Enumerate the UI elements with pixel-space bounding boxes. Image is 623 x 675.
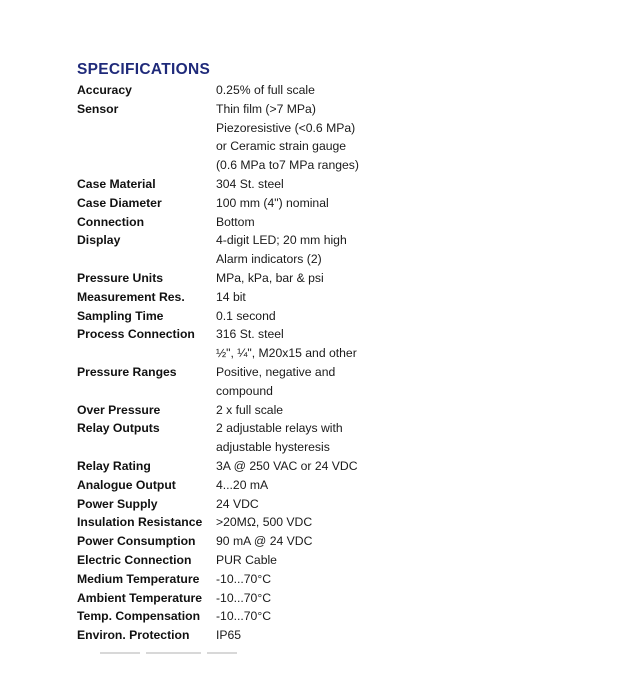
spec-row [77, 175, 597, 194]
spec-row [77, 551, 597, 570]
spec-row [77, 307, 597, 326]
spec-label: Case Diameter [77, 195, 162, 210]
spec-value-line: 2 x full scale [216, 402, 284, 417]
section-title: SPECIFICATIONS [77, 61, 211, 78]
spec-value-line: >20MΩ, 500 VDC [216, 515, 313, 530]
spec-row [77, 231, 597, 269]
spec-value-line: 0.1 second [216, 308, 276, 323]
spec-label: Accuracy [77, 83, 132, 97]
spec-value-line: 304 St. steel [216, 176, 284, 191]
spec-values [216, 476, 597, 495]
spec-value-line: 3A @ 250 VAC or 24 VDC [216, 458, 358, 473]
spec-label: Relay Outputs [77, 421, 160, 436]
spec-value-line: 316 St. steel [216, 327, 284, 342]
spec-value-line: compound [216, 383, 273, 398]
specifications-sheet [77, 59, 597, 645]
spec-row [77, 269, 597, 288]
spec-values [216, 175, 597, 194]
spec-row [77, 213, 597, 232]
spec-row [77, 513, 597, 532]
spec-row [77, 589, 597, 608]
spec-value-line: Piezoresistive (<0.6 MPa) [216, 120, 356, 135]
spec-label: Ambient Temperature [77, 590, 203, 605]
spec-label: Environ. Protection [77, 628, 190, 643]
spec-label: Analogue Output [77, 477, 176, 492]
spec-row [77, 532, 597, 551]
spec-value-line: (0.6 MPa to7 MPa ranges) [216, 158, 359, 173]
spec-value-line: 0.25% of full scale [216, 83, 315, 97]
spec-values [216, 307, 597, 326]
spec-label: Over Pressure [77, 402, 161, 417]
spec-label: Sampling Time [77, 308, 164, 323]
spec-label: Relay Rating [77, 458, 151, 473]
spec-values [216, 325, 597, 363]
spec-label: Sensor [77, 101, 119, 116]
spec-row [77, 288, 597, 307]
spec-row [77, 100, 597, 175]
spec-value-line: 90 mA @ 24 VDC [216, 534, 313, 549]
spec-row [77, 363, 597, 401]
spec-value-line: adjustable hysteresis [216, 440, 330, 455]
spec-values [216, 551, 597, 570]
spec-row [77, 401, 597, 420]
spec-value-line: 100 mm (4") nominal [216, 195, 329, 210]
spec-values [216, 495, 597, 514]
spec-values [216, 532, 597, 551]
spec-label: Case Material [77, 176, 156, 191]
spec-values [216, 231, 597, 269]
spec-value-line: 2 adjustable relays with [216, 421, 343, 436]
spec-label: Electric Connection [77, 552, 192, 567]
spec-label: Medium Temperature [77, 571, 200, 586]
spec-values [216, 288, 597, 307]
spec-value-line: 14 bit [216, 289, 246, 304]
spec-values [216, 401, 597, 420]
spec-value-line: 24 VDC [216, 496, 259, 511]
spec-value-line: IP65 [216, 628, 242, 643]
spec-label: Pressure Units [77, 270, 164, 285]
faint-footer-marks [100, 652, 260, 656]
spec-values [216, 589, 597, 608]
spec-value-line: -10...70°C [216, 590, 272, 605]
spec-table [77, 81, 597, 645]
spec-label: Insulation Resistance [77, 515, 203, 530]
spec-value-line: PUR Cable [216, 552, 277, 567]
spec-label: Display [77, 233, 121, 248]
spec-label: Connection [77, 214, 145, 229]
spec-value-line: -10...70°C [216, 571, 272, 586]
spec-row [77, 419, 597, 457]
spec-values [216, 269, 597, 288]
spec-label: Process Connection [77, 327, 195, 342]
spec-values [216, 626, 597, 645]
spec-values [216, 213, 597, 232]
spec-label: Power Consumption [77, 534, 196, 549]
spec-values [216, 457, 597, 476]
spec-value-line: Alarm indicators (2) [216, 252, 322, 267]
spec-row [77, 495, 597, 514]
spec-value-line: 4...20 mA [216, 477, 269, 492]
spec-values [216, 570, 597, 589]
spec-row [77, 607, 597, 626]
spec-value-line: or Ceramic strain gauge [216, 139, 347, 154]
spec-label: Power Supply [77, 496, 158, 511]
spec-values [216, 100, 597, 175]
spec-label: Pressure Ranges [77, 364, 177, 379]
spec-row [77, 570, 597, 589]
spec-row [77, 81, 597, 100]
spec-value-line: ½", ¼", M20x15 and other [216, 346, 357, 361]
spec-row [77, 325, 597, 363]
spec-values [216, 607, 597, 626]
spec-values [216, 81, 597, 100]
spec-value-line: Positive, negative and [216, 364, 336, 379]
spec-row [77, 194, 597, 213]
spec-value-line: Bottom [216, 214, 255, 229]
spec-values [216, 513, 597, 532]
spec-values [216, 419, 597, 457]
spec-value-line: Thin film (>7 MPa) [216, 101, 316, 116]
spec-label: Measurement Res. [77, 289, 185, 304]
spec-values [216, 194, 597, 213]
spec-row [77, 476, 597, 495]
spec-label: Temp. Compensation [77, 609, 201, 624]
spec-value-line: MPa, kPa, bar & psi [216, 270, 324, 285]
spec-row [77, 457, 597, 476]
spec-value-line: -10...70°C [216, 609, 272, 624]
spec-values [216, 363, 597, 401]
spec-value-line: 4-digit LED; 20 mm high [216, 233, 347, 248]
spec-row [77, 626, 597, 645]
